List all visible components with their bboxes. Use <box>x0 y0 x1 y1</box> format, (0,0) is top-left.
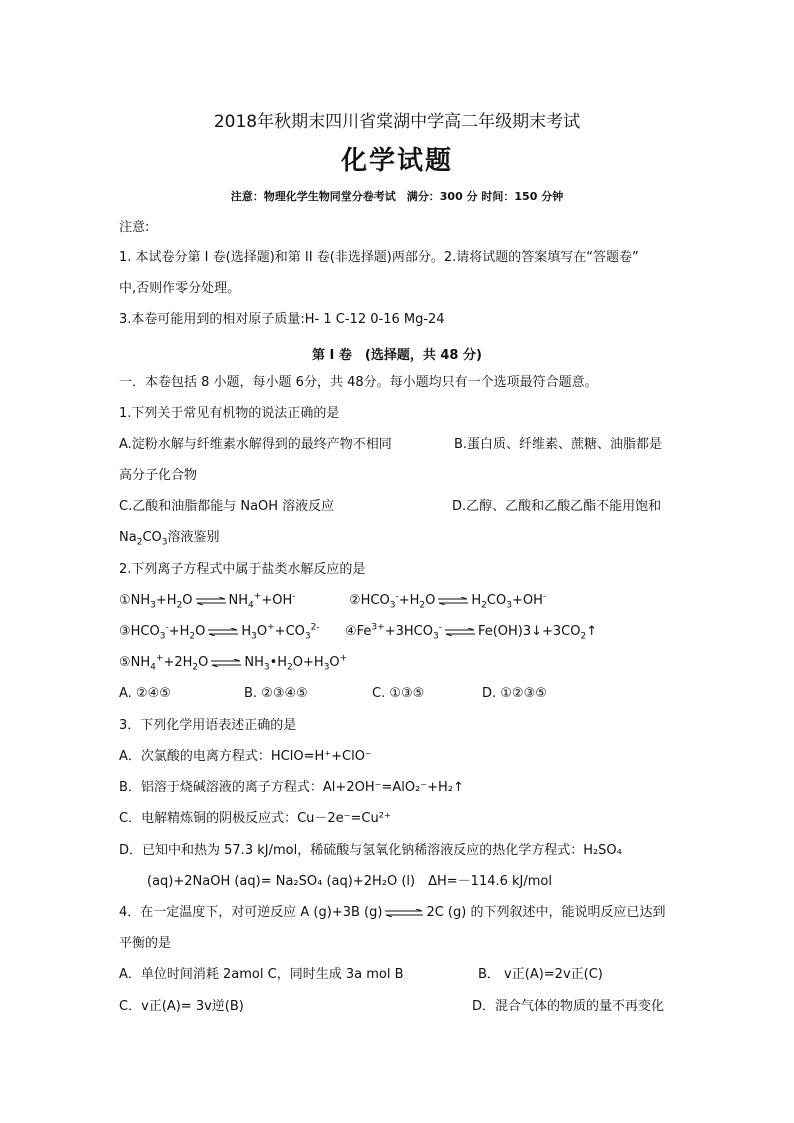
subject-title: 化学试题 <box>340 146 453 176</box>
q4-stem <box>119 904 665 922</box>
q2-eq4: $④Fe^{3+}+3HCO_3^-$ $Fe(OH)3↓+3CO_2↑$ <box>345 622 598 642</box>
q2-option-a: A. ②④⑤ <box>119 686 171 701</box>
q2-option-c: C. ①③⑤ <box>372 686 425 701</box>
q4-option-c: C．v正(A)= 3v逆(B) <box>119 999 244 1014</box>
section-title: 第 I 卷 (选择题，共 48 分) <box>312 348 482 363</box>
q3-stem: 3．下列化学用语表述正确的是 <box>119 718 297 733</box>
q4-stem-cont: 平衡的是 <box>119 936 172 951</box>
section-intro: 一．本卷包括 8 小题，每小题 6分，共 48分。每小题均只有一个选项最符合题意。 <box>119 375 598 390</box>
equilibrium-arrow-icon <box>444 628 476 636</box>
q4-option-b: B． v正(A)=2v正(C) <box>478 967 603 982</box>
q2-option-b: B. ②③④⑤ <box>244 686 308 701</box>
q3-option-d-cont: (aq)+2NaOH (aq)= Na₂SO₄ (aq)+2H₂O (l) ΔH=－114.6 kJ/mol <box>147 874 552 889</box>
equilibrium-arrow-icon <box>195 597 227 605</box>
notice-item3: 3.本卷可能用到的相对原子质量:H- 1 C-12 0-16 Mg-24 <box>119 312 445 327</box>
q1-option-d-cont: $Na_2CO_3$溶液鉴别 <box>119 530 220 548</box>
q1-option-d-tail: 溶液鉴别 <box>167 530 220 545</box>
q1-option-b-cont: 高分子化合物 <box>119 468 198 483</box>
q2-eq3: $③HCO_3^-+H_2O$ $H_3O^++CO_3^{2-}$ <box>119 622 320 642</box>
q4-stem-post: 2C (g) 的下列叙述中，能说明反应已达到 <box>426 905 666 920</box>
q3-option-a: A．次氯酸的电离方程式：HClO=H⁺+ClO⁻ <box>119 749 372 764</box>
q3-option-d: D．已知中和热为 57.3 kJ/mol，稀硫酸与氢氧化钠稀溶液反应的热化学方程式：H₂SO₄ <box>119 843 622 858</box>
exam-note: 注意：物理化学生物同堂分卷考试 满分：300 分 时间：150 分钟 <box>230 190 564 203</box>
equilibrium-arrow-icon <box>207 628 239 636</box>
q1-option-d: D.乙醇、乙酸和乙酸乙酯不能用饱和 <box>452 499 662 514</box>
q1-stem: 1.下列关于常见有机物的说法正确的是 <box>119 406 340 421</box>
q1-option-b: B.蛋白质、纤维素、蔗糖、油脂都是 <box>454 437 663 452</box>
q2-eq2: $②HCO_3^-+H_2O$ $H_2CO_3+OH^-$ <box>349 591 547 611</box>
q4-option-d: D．混合气体的物质的量不再变化 <box>472 999 665 1014</box>
q2-eq1: $①NH_3+H_2O$ $NH_4^++OH^-$ <box>119 591 296 611</box>
q3-option-c: C．电解精炼铜的阴极反应式：Cu－2e⁻=Cu²⁺ <box>119 811 391 826</box>
q2-option-d: D. ①②③⑤ <box>482 686 547 701</box>
q4-stem-pre: 4．在一定温度下，对可逆反应 A (g)+3B (g) <box>119 905 383 920</box>
q4-option-a: A．单位时间消耗 2amol C，同时生成 3a mol B <box>119 967 404 982</box>
q2-eq5: $⑤NH_4^++2H_2O$ $NH_3•H_2O+H_3O^+$ <box>119 653 348 673</box>
notice-heading: 注意: <box>119 220 150 235</box>
q1-option-c: C.乙酸和油脂都能与 NaOH 溶液反应 <box>119 499 335 514</box>
exam-title: 2018年秋期末四川省棠湖中学高二年级期末考试 <box>213 112 581 132</box>
q3-option-b: B．铝溶于烧碱溶液的离子方程式：Al+2OH⁻=AlO₂⁻+H₂↑ <box>119 780 464 795</box>
equilibrium-arrow-icon <box>437 597 469 605</box>
q1-option-a: A.淀粉水解与纤维素水解得到的最终产物不相同 <box>119 437 392 452</box>
equilibrium-arrow-icon <box>210 659 242 667</box>
q2-stem: 2.下列离子方程式中属于盐类水解反应的是 <box>119 562 366 577</box>
equilibrium-arrow-icon <box>384 909 424 917</box>
notice-item1a: 1. 本试卷分第 I 卷(选择题)和第 II 卷(非选择题)两部分。2.请将试题的答案填写在“答题卷” <box>119 250 639 265</box>
notice-item1b: 中,否则作零分处理。 <box>119 281 241 296</box>
